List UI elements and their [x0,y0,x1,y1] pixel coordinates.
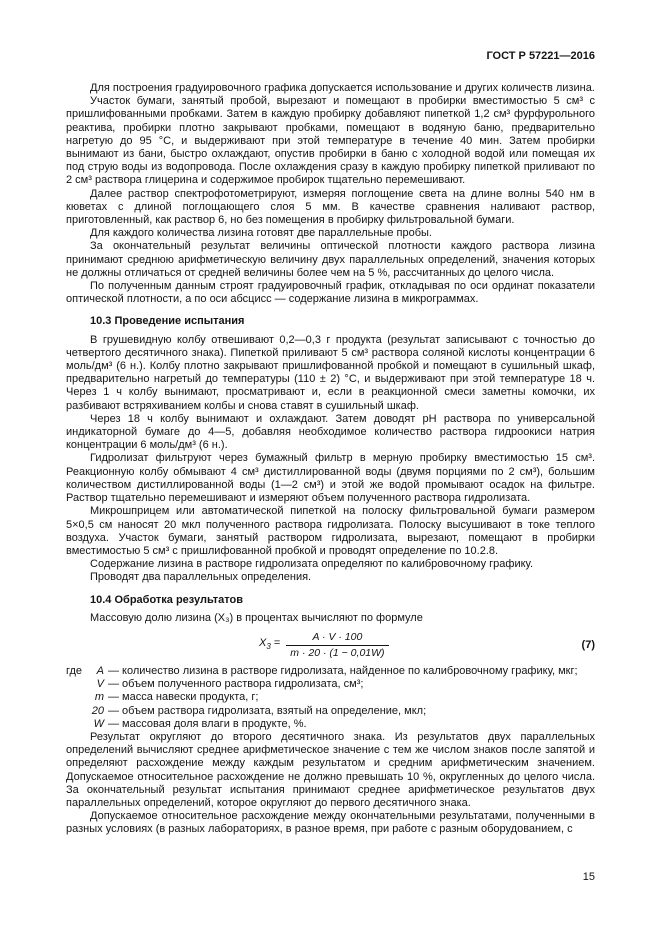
formula-fraction [286,631,388,660]
section-heading-10-4: 10.4 Обработка результатов [90,593,243,606]
legend-description: — количество лизина в растворе гидролизата, найденное по калибровочному графику, мкг; [108,664,578,677]
paragraph: Проводят два параллельных определения. [90,571,312,584]
legend-item [66,691,595,704]
formula-legend [66,665,595,731]
section-heading-10-3: 10.3 Проведение испытания [90,315,245,328]
formula-denominator: m · 20 · (1 − 0,01W) [290,646,385,659]
paragraph: Допускаемое относительное расхождение между окончательными результатами, полученными в разных условиях (в разных лабораториях, в разное время, при работе с разным оборудованием, с [66,810,595,836]
formula-lhs: $X_3$ = [259,637,281,652]
legend-description: — объем полученного раствора гидролизата, см³; [108,678,364,691]
legend-variable: m [94,691,104,704]
paragraph: Для построения градуировочного графика допускается использование и других количеств лизина. [90,82,595,94]
paragraph: Результат округляют до второго десятичного знака. Из результатов двух параллельных определений вычисляют среднее арифметическое значение с тем же числом знаков после запятой и определяют расхождение между каждым результатом и средним арифметическим значением. Допускаемое относительное расхождение не должно превышать 10 %, округленных до целого числа. За окончательный результат испытания принимают среднее арифметическое результатов двух параллельных определений, которое округляют до первого десятичного знака. [66,730,595,809]
legend-lead: где [66,664,83,677]
page-number: 15 [582,871,595,883]
legend-description: — массовая доля влаги в продукте, %. [108,717,307,730]
paragraph: По полученным данным строят градуировочный график, откладывая по оси ординат показатели оптической плотности, а по оси абсцисс — содержание лизина в микрограммах. [66,280,595,306]
paragraph: Участок бумаги, занятый пробой, вырезают и помещают в пробирки вместимостью 5 см³ с пришлифованными пробками. Затем в каждую пробирку добавляют пипеткой 1,2 см³ фурфурольного реактива, пробирки плотно закрывают пробками, помещают в водяную баню, предварительно нагретую до 95 °С, и выдерживают при этой температуре в течение 40 мин. Затем пробирки вынимают из бани, быстро охлаждают, опустив пробирки в баню с холодной водой или помещая их под струю воды из водопровода. После охлаждения сразу в каждую пробирку пипеткой приливают по 2 см³ раствора глицерина и содержимое пробирок тщательно перемешивают. [66,95,595,187]
paragraph: В грушевидную колбу отвешивают 0,2—0,3 г продукта (результат записывают с точностью до четвертого десятичного знака). Пипеткой приливают 5 см³ раствора соляной кислоты концентрации 6 моль/дм³ (6 н.). Колбу плотно закрывают пришлифованной пробкой и помещают в сушильный шкаф, предварительно нагретый до температуры (110 ± 2) °С, и выдерживают при этой температуре 18 ч. Через 1 ч колбу вынимают, просматривают и, если в реакционной смеси заметны комочки, их разбивают встряхиванием колбы и снова ставят в сушильный шкаф. [66,333,595,412]
paragraph: Для каждого количества лизина готовят две параллельные пробы. [90,227,432,240]
formula-7 [66,631,595,660]
formula-numerator: A · V · 100 [286,631,388,646]
paragraph: Гидролизат фильтруют через бумажный фильтр в мерную пробирку вместимостью 15 см³. Реакционную колбу обмывают 4 см³ дистиллированной воды (двумя порциями по 2 см³), большим количеством дистиллированной воды (1—2 см³) и этой же водой промывают осадок на фильтре. Раствор тщательно перемешивают и измеряют объем полученного раствора гидролизата. [66,452,595,505]
legend-variable: W [93,717,104,730]
legend-description: — масса навески продукта, г; [108,691,259,704]
paragraph: Массовую долю лизина (X₃) в процентах вычисляют по формуле [90,611,423,624]
legend-item [66,718,595,731]
paragraph: Далее раствор спектрофотометрируют, измеряя поглощение света на длине волны 540 нм в кюветах с длиной поглощающего слоя 5 мм. В качестве сравнения наливают раствор, приготовленный, как раствор 6, но без помещения в пробирку фильтровальной бумаги. [66,187,595,227]
doc-code-header: ГОСТ Р 57221—2016 [486,50,595,62]
paragraph: Через 18 ч колбу вынимают и охлаждают. Затем доводят pH раствора по универсальной индикаторной бумаге до 4—5, добавляя необходимое количество раствора гидроокиси натрия концентрации 6 моль/дм³ (6 н.). [66,412,595,452]
legend-item [66,678,595,691]
legend-item [66,705,595,718]
legend-item [66,665,595,678]
paragraph: За окончательный результат величины оптической плотности каждого раствора лизина принимают среднюю арифметическую величину двух параллельных определений, значения которых не должны отличаться от средней величины более чем на 5 %, рассчитанных до целого числа. [66,240,595,279]
legend-description: — объем раствора гидролизата, взятый на определение, мкл; [108,704,427,717]
legend-variable: 20 [91,704,104,717]
paragraph: Содержание лизина в растворе гидролизата определяют по калибровочному графику. [90,558,533,571]
legend-variable: A [96,664,104,677]
formula-expression [66,631,582,660]
paragraph: Микрошприцем или автоматической пипеткой на полоску фильтровальной бумаги размером 5×0,5 см наносят 20 мкл полученного раствора гидролизата. Полоску высушивают в токе теплого воздуха. Участок бумаги, занятый раствором гидролизата, вырезают, помещают в пробирки вместимостью 5 см³ с пришлифованной пробкой и проводят определение по 10.2.8. [66,505,595,557]
legend-variable: V [96,678,104,691]
document-body [66,82,595,837]
formula-number: (7) [581,638,595,651]
